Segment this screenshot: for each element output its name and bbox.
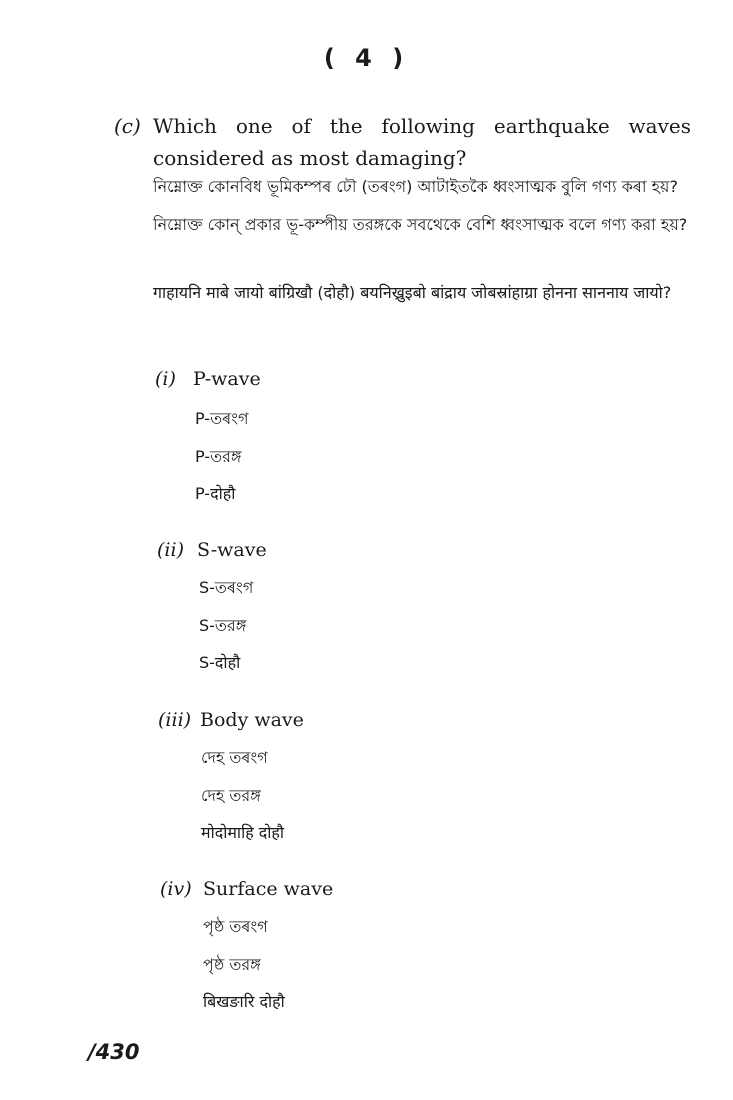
option-text-english: S-wave xyxy=(197,539,267,561)
page-number: ( 4 ) xyxy=(323,44,410,72)
option-text-bengali: P-তরঙ্গ xyxy=(195,447,242,466)
question-text-bodo: गाहायनि माबे जायो बांग्रिखौ (दोहौ) बयनिख्रुइबो बांद्राय जोबस्रांहाग्रा होनना साननाय जायो? xyxy=(153,283,672,302)
option-text-assamese: S-তৰংগ xyxy=(199,578,254,597)
question-label: (c) xyxy=(114,114,141,138)
question-text-assamese: নিম্নোক্ত কোনবিধ ভূমিকম্পৰ ঢৌ (তৰংগ) আটাইতকৈ ধ্বংসাত্মক বুলি গণ্য কৰা হয়? xyxy=(153,177,678,196)
option-text-bodo: मोदोमाहि दोहौ xyxy=(201,823,285,842)
option-text-bengali: S-তরঙ্গ xyxy=(199,616,247,635)
question-text-bengali: নিম্নোক্ত কোন্ প্রকার ভূ-কম্পীয় তরঙ্গকে সবথেকে বেশি ধ্বংসাত্মক বলে গণ্য করা হয়? xyxy=(153,215,688,234)
paper-code: /430 xyxy=(88,1040,140,1064)
question-text-english: Which one of the following earthquake waves considered as most damaging? xyxy=(153,114,691,170)
option-text-english: P-wave xyxy=(193,368,261,390)
option-number: (iv) xyxy=(160,878,192,900)
option-text-bodo: बिखङारि दोहौ xyxy=(203,992,285,1011)
option-number: (i) xyxy=(155,368,176,390)
option-text-bodo: P-दोहौ xyxy=(195,484,236,503)
option-text-assamese: পৃষ্ঠ তৰংগ xyxy=(203,917,268,936)
option-text-bodo: S-दोहौ xyxy=(199,653,241,672)
option-text-english: Surface wave xyxy=(203,878,334,900)
option-number: (iii) xyxy=(158,709,192,731)
option-text-assamese: P-তৰংগ xyxy=(195,409,249,428)
option-number: (ii) xyxy=(157,539,184,561)
option-text-bengali: পৃষ্ঠ তরঙ্গ xyxy=(203,955,261,974)
option-text-bengali: দেহ তরঙ্গ xyxy=(201,786,261,805)
option-text-assamese: দেহ তৰংগ xyxy=(201,748,268,767)
option-text-english: Body wave xyxy=(200,709,304,731)
